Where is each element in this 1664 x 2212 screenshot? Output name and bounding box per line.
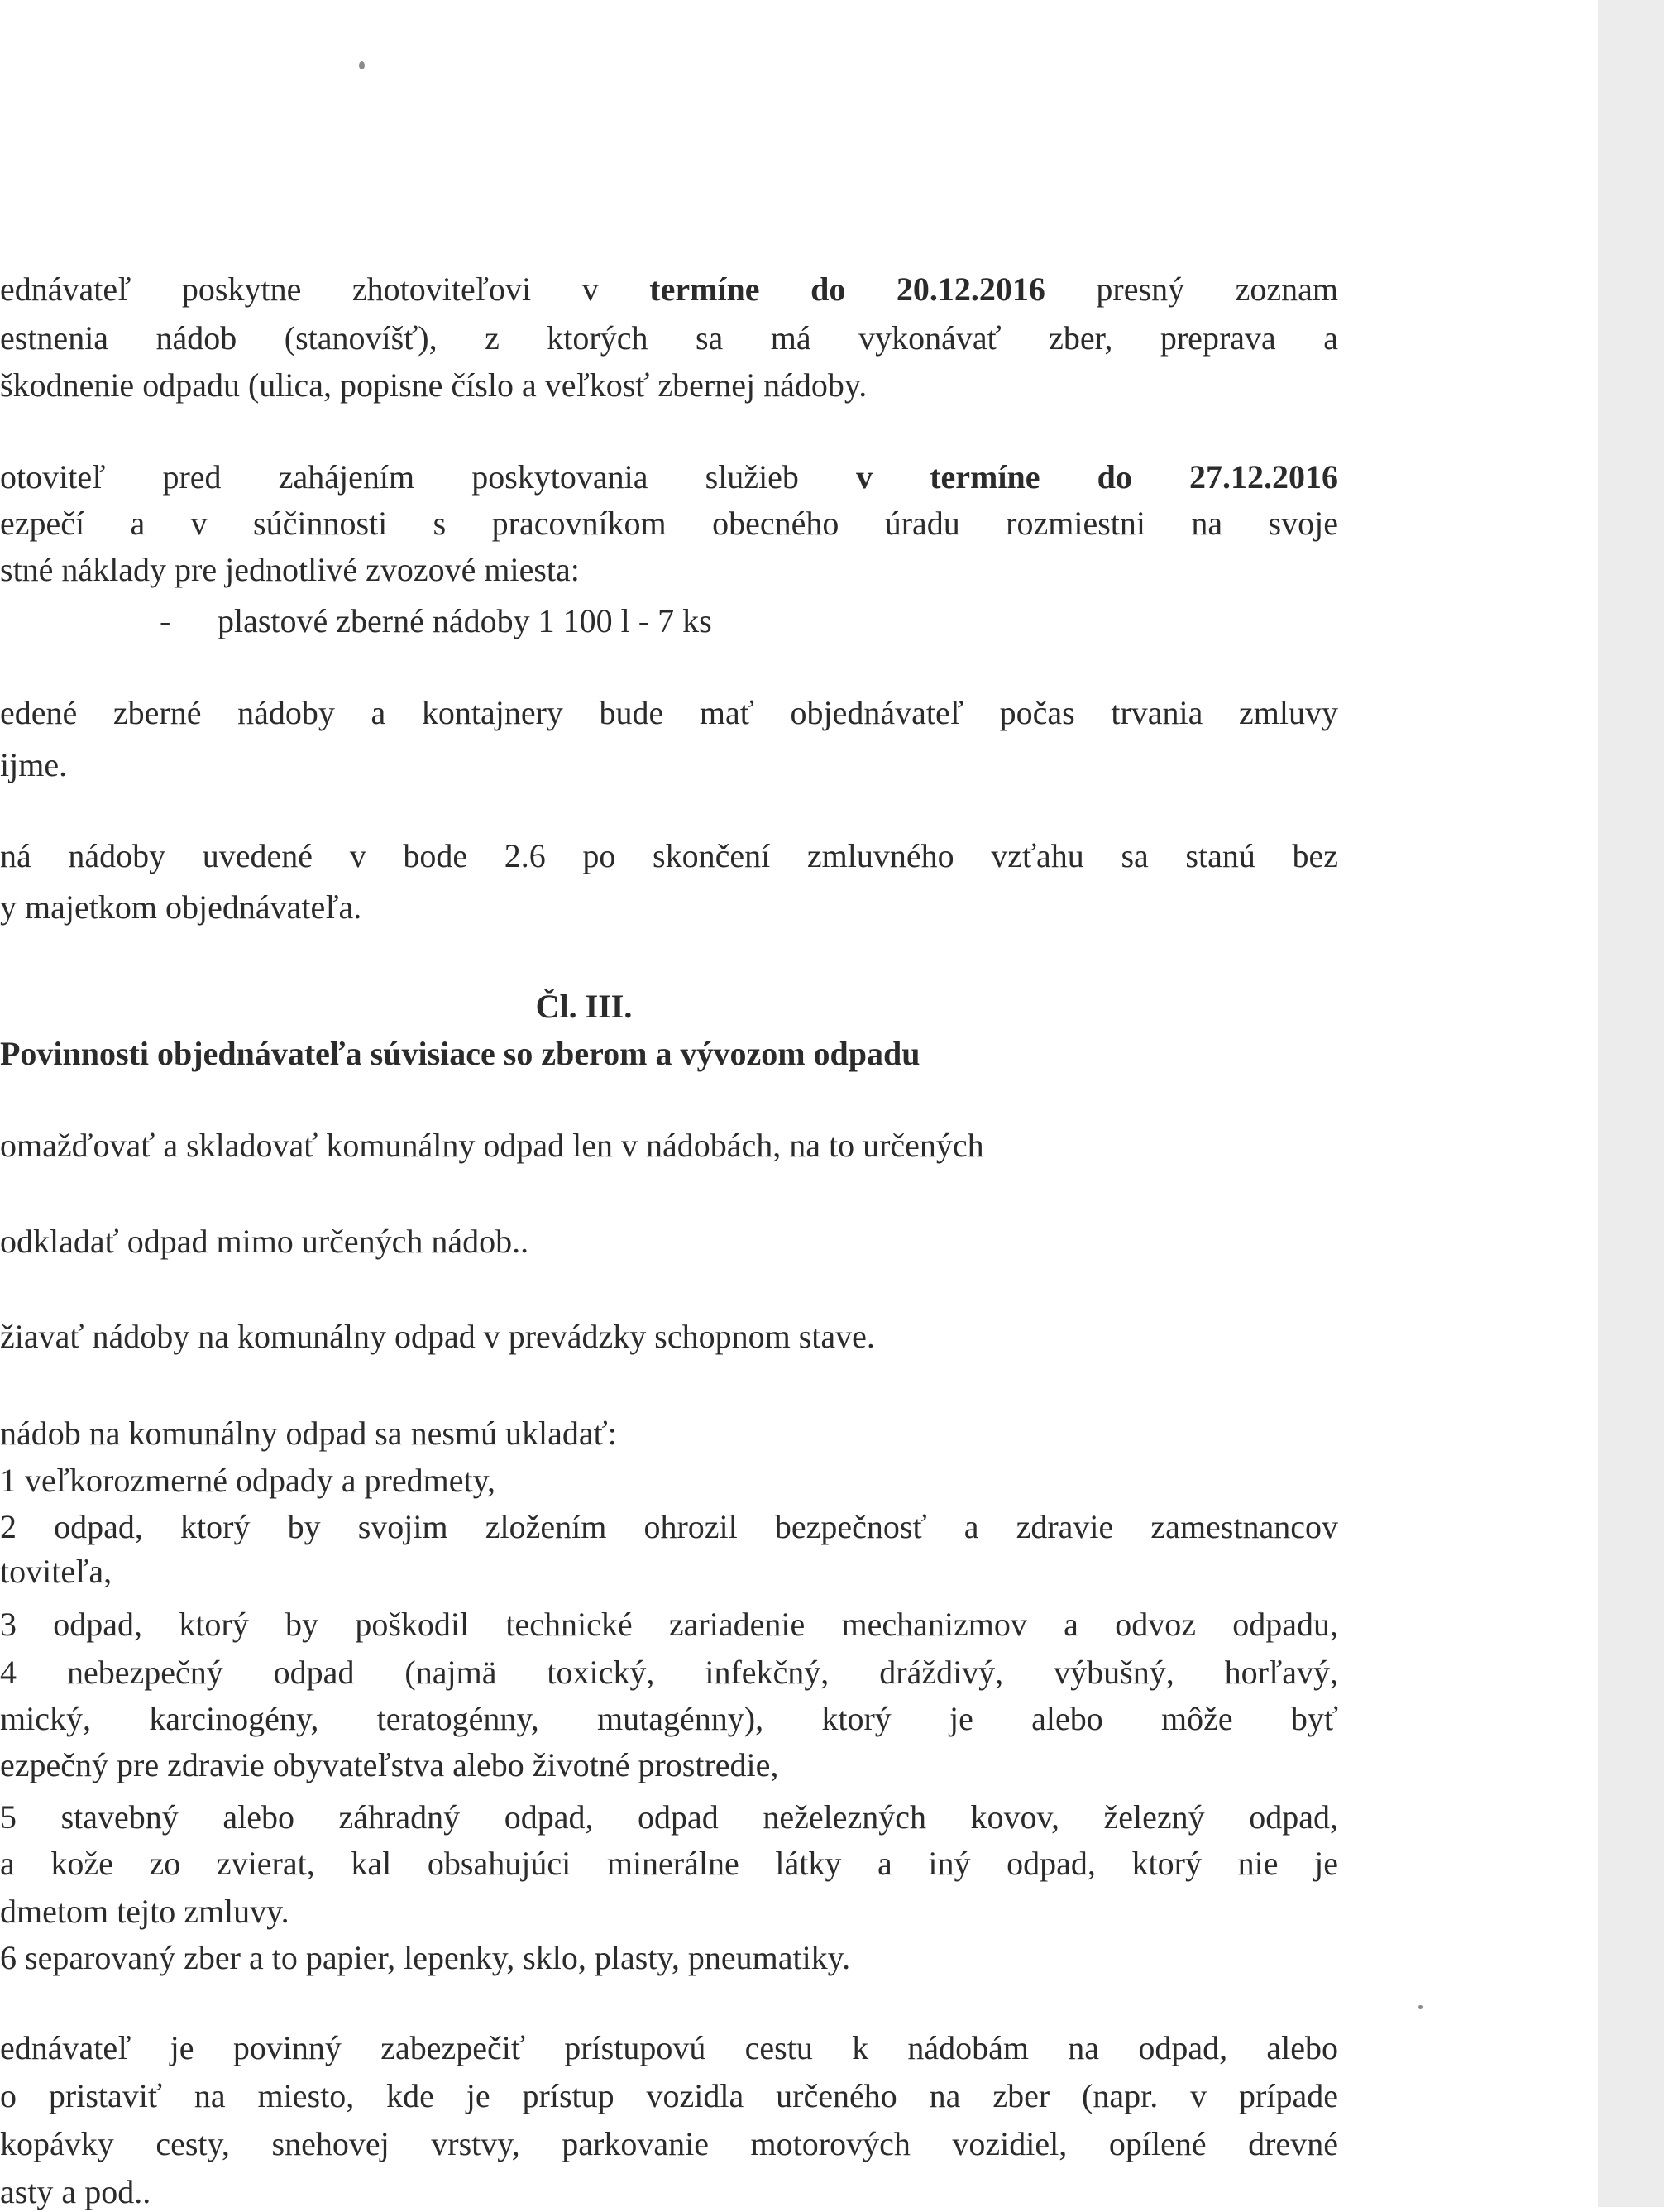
article-number: Čl. III. [535, 988, 633, 1025]
paragraph-2-5-line: estnenia nádob (stanovíšť), z ktorých sa má vykonávať zber, preprava a [0, 319, 1338, 357]
list-item: omažďovať a skladovať komunálny odpad len v nádobách, na to určených [0, 1127, 984, 1164]
sub-item: toviteľa, [0, 1553, 112, 1590]
paragraph-2-8-line: ná nádoby uvedené v bode 2.6 po skončení zmluvného vzťahu sa stanú bez [0, 837, 1338, 874]
list-item: kopávky cesty, snehovej vrstvy, parkovanie motorových vozidiel, opílené drevné [0, 2125, 1338, 2162]
paragraph-2-6-line: stné náklady pre jednotlivé zvozové miesta: [0, 551, 580, 588]
list-item: odkladať odpad mimo určených nádob.. [0, 1223, 529, 1260]
list-item: ednávateľ je povinný zabezpečiť prístupovú cestu k nádobám na odpad, alebo [0, 2029, 1338, 2066]
list-item: nádob na komunálny odpad sa nesmú ukladať: [0, 1415, 617, 1452]
deadline-date: v termíne do 27.12.2016 [856, 458, 1338, 496]
sub-item: 3 odpad, ktorý by poškodil technické zariadenie mechanizmov a odvoz odpadu, [0, 1606, 1338, 1643]
list-item: žiavať nádoby na komunálny odpad v prevádzky schopnom stave. [0, 1318, 875, 1355]
list-item: o pristaviť na miesto, kde je prístup vozidla určeného na zber (napr. v prípade [0, 2077, 1338, 2114]
bullet-item [0, 601, 1338, 641]
bullet-text: plastové zberné nádoby 1 100 l - 7 ks [218, 602, 712, 639]
sub-item: 2 odpad, ktorý by svojim zložením ohrozil bezpečnosť a zdravie zamestnancov [0, 1508, 1338, 1545]
sub-item: 4 nebezpečný odpad (najmä toxický, infekčný, dráždivý, výbušný, horľavý, [0, 1654, 1338, 1691]
paragraph-2-6-line: otoviteľ pred zahájením poskytovania služieb v termíne do 27.12.2016 [0, 458, 1338, 496]
deadline-date: termíne do 20.12.2016 [649, 271, 1045, 308]
sub-item: 6 separovaný zber a to papier, lepenky, sklo, plasty, pneumatiky. [0, 1939, 851, 1976]
page-right-margin [1598, 0, 1664, 2207]
paragraph-2-5-line: ednávateľ poskytne zhotoviteľovi v termíne do 20.12.2016 presný zoznam [0, 271, 1338, 308]
paragraph-2-5-line: škodnenie odpadu (ulica, popisne číslo a veľkosť zbernej nádoby. [0, 366, 868, 404]
paragraph-2-7-line: ijme. [0, 746, 68, 783]
sub-item: dmetom tejto zmluvy. [0, 1893, 289, 1930]
sub-item: 5 stavebný alebo záhradný odpad, odpad neželezných kovov, železný odpad, [0, 1798, 1338, 1836]
sub-item: a kože zo zvierat, kal obsahujúci minerálne látky a iný odpad, ktorý nie je [0, 1845, 1338, 1882]
list-item: asty a pod.. [0, 2173, 151, 2210]
bullet-dash: - [160, 602, 171, 639]
paragraph-2-7-line: edené zberné nádoby a kontajnery bude mať objednávateľ počas trvania zmluvy [0, 694, 1338, 731]
sub-item: mický, karcinogény, teratogénny, mutagénny), ktorý je alebo môže byť [0, 1700, 1338, 1737]
paragraph-2-6-line: ezpečí a v súčinnosti s pracovníkom obecného úradu rozmiestni na svoje [0, 505, 1338, 542]
sub-item: 1 veľkorozmerné odpady a predmety, [0, 1462, 495, 1499]
article-heading: Povinnosti objednávateľa súvisiace so zberom a vývozom odpadu [0, 1035, 920, 1072]
paragraph-2-8-line: y majetkom objednávateľa. [0, 888, 362, 926]
sub-item: ezpečný pre zdravie obyvateľstva alebo životné prostredie, [0, 1746, 779, 1783]
